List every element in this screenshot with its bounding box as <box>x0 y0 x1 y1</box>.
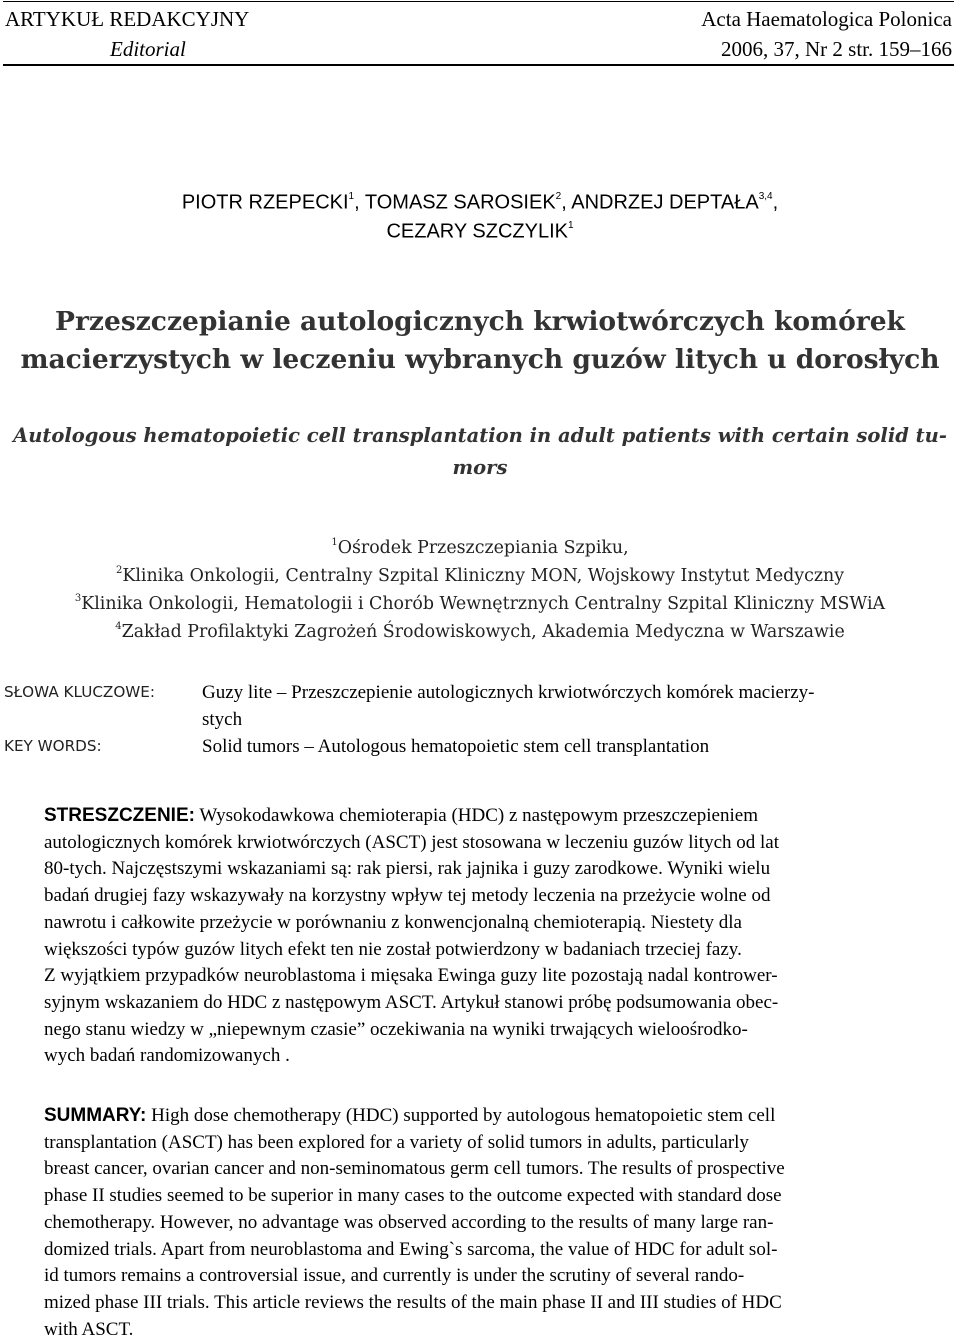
abstract-en-line: domized trials. Apart from neuroblastoma and Ewing`s sarcoma, the value of HDC for adult sol- <box>44 1238 778 1260</box>
abstract-en-text: High dose chemotherapy (HDC) supported by autologous hematopoietic stem cell <box>146 1105 776 1126</box>
abstract-en-line: mized phase III trials. This article reviews the results of the main phase II and III studies of HDC <box>44 1291 782 1313</box>
abstract-pl-line: nawrotu i całkowite przeżycie w porównaniu z konwencjonalną chemioterapią. Niestety dla <box>44 911 742 933</box>
affiliation-text: Klinika Onkologii, Centralny Szpital Kliniczny MON, Wojskowy Instytut Medyczny <box>122 565 845 586</box>
affiliation-3 <box>0 587 960 617</box>
title-en-line-2: mors <box>452 456 508 479</box>
abstract-pl-line: badań drugiej fazy wskazywały na korzystny wpływ tej metody leczenia na przeżycie wolne od <box>44 885 771 907</box>
keywords-en-text: Solid tumors – Autologous hematopoietic stem cell transplantation <box>202 736 710 757</box>
affiliation-mark: 1 <box>331 537 338 548</box>
title-en-line-1: Autologous hematopoietic cell transplantation in adult patients with certain solid tu- <box>13 424 947 447</box>
abstract-pl-line: Z wyjątkiem przypadków neuroblastoma i mięsaka Ewinga guzy lite pozostają nadal kontrower- <box>44 965 778 987</box>
author-separator: , <box>772 191 779 214</box>
abstract-en-line: id tumors remains a controversial issue, and currently is under the scrutiny of several rando- <box>44 1265 745 1287</box>
author-separator: , <box>561 191 572 214</box>
abstract-pl-line: 80-tych. Najczęstszymi wskazaniami są: rak piersi, rak jajnika i guzy zarodkowe. Wyniki wielu <box>44 858 771 880</box>
title-pl-line-1: Przeszczepianie autologicznych krwiotwórczych komórek <box>55 306 905 337</box>
abstract-en <box>44 1103 910 1343</box>
abstract-en-line: breast cancer, ovarian cancer and non-seminomatous germ cell tumors. The results of prospective <box>44 1158 785 1180</box>
author-separator: , <box>354 191 365 214</box>
affiliation-2 <box>0 559 960 589</box>
abstract-pl-text: Wysokodawkowa chemioterapia (HDC) z następowym przeszczepieniem <box>194 805 758 826</box>
author-affiliation-mark: 3,4 <box>758 191 773 202</box>
authors-line-2 <box>0 213 960 247</box>
article-type-en: Editorial <box>110 37 186 61</box>
journal-citation: 2006, 37, Nr 2 str. 159–166 <box>721 37 952 61</box>
author-name: ANDRZEJ DEPTAŁA <box>571 191 759 214</box>
affiliation-text: Klinika Onkologii, Hematologii i Chorób Wewnętrznych Centralny Szpital Kliniczny MSWiA <box>81 593 886 614</box>
author-affiliation-mark: 2 <box>555 191 562 202</box>
keywords-en-label: KEY WORDS: <box>4 737 102 755</box>
affiliation-text: Zakład Profilaktyki Zagrożeń Środowiskowych, Akademia Medyczna w Warszawie <box>121 621 845 642</box>
abstract-en-line: with ASCT. <box>44 1318 134 1340</box>
author-affiliation-mark: 1 <box>348 191 355 202</box>
keywords-pl-line-1: Guzy lite – Przeszczepienie autologicznych krwiotwórczych komórek macierzy- <box>202 682 815 703</box>
abstract-pl-line: autologicznych komórek krwiotwórczych (ASCT) jest stosowana w leczeniu guzów litych od lat <box>44 831 779 853</box>
abstract-en-line: phase II studies seemed to be superior in many cases to the outcome expected with standard dose <box>44 1185 782 1207</box>
affiliation-text: Ośrodek Przeszczepiania Szpiku, <box>337 537 629 558</box>
author-affiliation-mark: 1 <box>567 220 574 231</box>
journal-name: Acta Haematologica Polonica <box>701 7 952 31</box>
affiliation-mark: 4 <box>115 621 122 632</box>
author-name: CEZARY SZCZYLIK <box>386 220 568 243</box>
affiliation-4 <box>0 615 960 645</box>
affiliation-mark: 3 <box>74 593 82 604</box>
article-type: ARTYKUŁ REDAKCYJNY <box>5 7 250 31</box>
abstract-pl-line <box>44 803 910 830</box>
keywords-pl-label: SŁOWA KLUCZOWE: <box>4 683 156 701</box>
title-pl-line-2: macierzystych w leczeniu wybranych guzów litych u dorosłych <box>20 344 940 375</box>
abstract-en-line: transplantation (ASCT) has been explored for a variety of solid tumors in adults, particularly <box>44 1131 749 1153</box>
header-bottom-rule <box>3 64 954 66</box>
affiliation-mark: 2 <box>115 565 123 576</box>
header-top-rule <box>3 1 954 2</box>
abstract-en-line: chemotherapy. However, no advantage was observed according to the results of many large ran- <box>44 1211 774 1233</box>
keywords-pl-line-2: stych <box>202 709 243 730</box>
abstract-pl-line: syjnym wskazaniem do HDC z następowym ASCT. Artykuł stanowi próbę podsumowania obec- <box>44 991 779 1013</box>
affiliation-1 <box>0 531 960 561</box>
author-name: PIOTR RZEPECKI <box>181 191 349 214</box>
abstract-pl-line: większości typów guzów litych efekt ten nie został potwierdzony w badaniach trzeciej fazy. <box>44 938 742 960</box>
abstract-pl <box>44 803 910 1070</box>
abstract-pl-label: STRESZCZENIE: <box>44 805 195 826</box>
abstract-en-label: SUMMARY: <box>44 1105 147 1126</box>
abstract-en-line <box>44 1103 910 1130</box>
author-name: TOMASZ SAROSIEK <box>364 191 556 214</box>
abstract-pl-line: wych badań randomizowanych . <box>44 1045 290 1067</box>
abstract-pl-line: nego stanu wiedzy w „niepewnym czasie” oczekiwania na wyniki trwających wieloośrodko- <box>44 1018 748 1040</box>
